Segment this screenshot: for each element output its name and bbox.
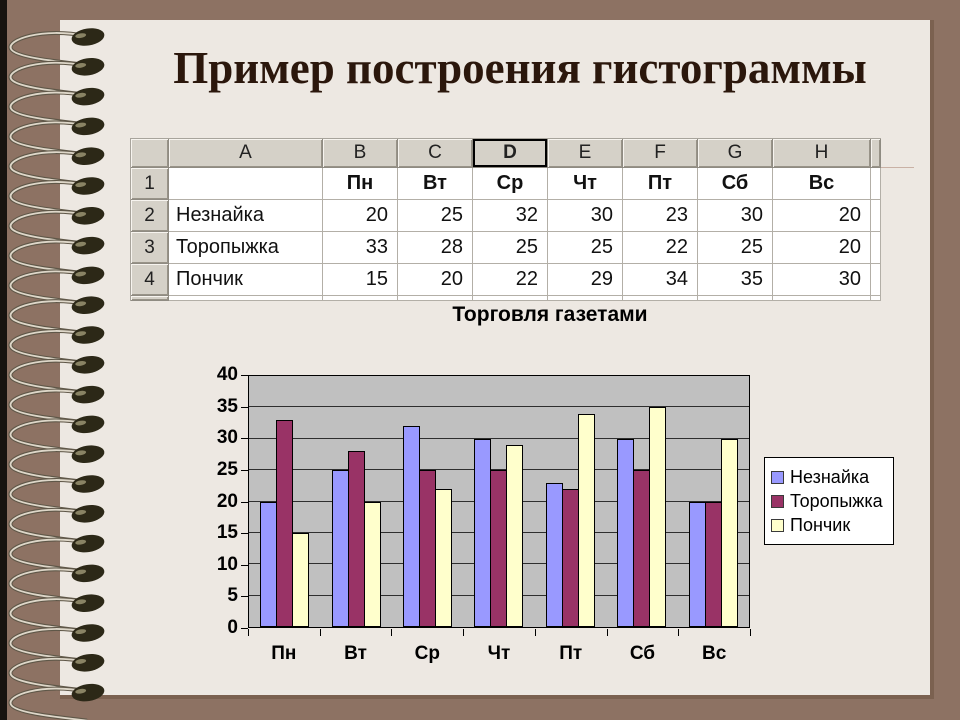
- bar-Пончик-Ср[interactable]: [435, 489, 452, 627]
- y-axis-label-5: 5: [227, 585, 238, 607]
- bar-group-Вт: [320, 376, 391, 627]
- chart-legend: [764, 457, 894, 545]
- row-header-1[interactable]: 1: [131, 168, 169, 200]
- bar-Пончик-Чт[interactable]: [506, 445, 523, 627]
- cell-name-row1[interactable]: [169, 168, 323, 200]
- column-header-E[interactable]: E: [548, 139, 623, 168]
- bar-Пончик-Вт[interactable]: [364, 502, 381, 628]
- cell-r4c4[interactable]: 22: [473, 264, 548, 296]
- column-header-A[interactable]: A: [169, 139, 323, 168]
- cell-sliver: [871, 264, 881, 296]
- bar-group-Чт: [463, 376, 534, 627]
- bottom-sliver: [398, 296, 473, 301]
- cell-r2c6[interactable]: 23: [623, 200, 698, 232]
- x-axis-label-Вс: Вс: [701, 643, 727, 664]
- x-axis-label-Ср: Ср: [414, 643, 440, 664]
- column-header-F[interactable]: F: [623, 139, 698, 168]
- cell-r4c8[interactable]: 30: [773, 264, 871, 296]
- row-header-2[interactable]: 2: [131, 200, 169, 232]
- cell-r1c7[interactable]: Сб: [698, 168, 773, 200]
- cell-r1c3[interactable]: Вт: [398, 168, 473, 200]
- cell-r3c7[interactable]: 25: [698, 232, 773, 264]
- column-header-sliver: [871, 139, 881, 168]
- bar-Пончик-Сб[interactable]: [649, 407, 666, 627]
- bar-Торопыжка-Чт[interactable]: [490, 470, 507, 627]
- legend-item-Пончик: [771, 515, 887, 536]
- bar-Пончик-Пн[interactable]: [292, 533, 309, 627]
- cell-r3c4[interactable]: 25: [473, 232, 548, 264]
- bar-Торопыжка-Вс[interactable]: [705, 502, 722, 628]
- bar-Торопыжка-Пт[interactable]: [562, 489, 579, 627]
- cell-r1c4[interactable]: Ср: [473, 168, 548, 200]
- bar-Торопыжка-Ср[interactable]: [419, 470, 436, 627]
- spreadsheet-table: [130, 138, 881, 301]
- bottom-sliver: [871, 296, 881, 301]
- cell-r2c7[interactable]: 30: [698, 200, 773, 232]
- bottom-sliver: [473, 296, 548, 301]
- legend-swatch-icon: [771, 471, 784, 484]
- chart-title: Торговля газетами: [452, 303, 648, 326]
- bar-Торопыжка-Сб[interactable]: [633, 470, 650, 627]
- bar-Незнайка-Вс[interactable]: [689, 502, 706, 628]
- bar-group-Пн: [249, 376, 320, 627]
- bottom-sliver: [698, 296, 773, 301]
- row-header-3[interactable]: 3: [131, 232, 169, 264]
- cell-name-row4[interactable]: Пончик: [169, 264, 323, 296]
- column-header-H[interactable]: H: [773, 139, 871, 168]
- legend-item-Торопыжка: [771, 491, 887, 512]
- legend-label: Незнайка: [790, 466, 870, 487]
- cell-r2c5[interactable]: 30: [548, 200, 623, 232]
- x-axis-label-Вт: Вт: [344, 643, 367, 664]
- bar-Незнайка-Пн[interactable]: [260, 502, 277, 628]
- cell-r1c5[interactable]: Чт: [548, 168, 623, 200]
- bottom-sliver: [131, 296, 169, 301]
- legend-label: Торопыжка: [790, 490, 883, 511]
- column-header-D[interactable]: D: [473, 139, 548, 168]
- bar-group-Вс: [678, 376, 749, 627]
- cell-r1c8[interactable]: Вс: [773, 168, 871, 200]
- column-header-C[interactable]: C: [398, 139, 473, 168]
- x-axis-label-Пт: Пт: [559, 643, 583, 664]
- bar-Торопыжка-Вт[interactable]: [348, 451, 365, 627]
- bar-group-Сб: [606, 376, 677, 627]
- cell-r2c3[interactable]: 25: [398, 200, 473, 232]
- bar-Незнайка-Вт[interactable]: [332, 470, 349, 627]
- cell-sliver: [871, 232, 881, 264]
- x-axis-label-Пн: Пн: [271, 643, 297, 664]
- binder-edge: [0, 0, 7, 720]
- cell-r4c2[interactable]: 15: [323, 264, 398, 296]
- cell-r2c4[interactable]: 32: [473, 200, 548, 232]
- cell-r3c3[interactable]: 28: [398, 232, 473, 264]
- column-header-B[interactable]: B: [323, 139, 398, 168]
- legend-label: Пончик: [790, 514, 851, 535]
- cell-r3c5[interactable]: 25: [548, 232, 623, 264]
- cell-r1c6[interactable]: Пт: [623, 168, 698, 200]
- cell-name-row3[interactable]: Торопыжка: [169, 232, 323, 264]
- slide-title: Пример построения гистограммы: [173, 43, 867, 93]
- y-axis-label-25: 25: [216, 458, 238, 480]
- cell-r4c5[interactable]: 29: [548, 264, 623, 296]
- cell-r2c8[interactable]: 20: [773, 200, 871, 232]
- bottom-sliver: [323, 296, 398, 301]
- bar-group-Пт: [535, 376, 606, 627]
- cell-r2c2[interactable]: 20: [323, 200, 398, 232]
- column-header-G[interactable]: G: [698, 139, 773, 168]
- x-axis-label-Сб: Сб: [629, 643, 656, 664]
- legend-swatch-icon: [771, 495, 784, 508]
- cell-r3c2[interactable]: 33: [323, 232, 398, 264]
- bottom-sliver: [169, 296, 323, 301]
- bar-Незнайка-Сб[interactable]: [617, 439, 634, 627]
- divider-line: [880, 167, 914, 168]
- x-axis-label-Чт: Чт: [487, 643, 511, 664]
- cell-sliver: [871, 168, 881, 200]
- legend-swatch-icon: [771, 519, 784, 532]
- y-axis-label-15: 15: [216, 522, 238, 544]
- bar-Незнайка-Ср[interactable]: [403, 426, 420, 627]
- y-axis-label-35: 35: [216, 395, 238, 417]
- bar-group-Ср: [392, 376, 463, 627]
- bar-Пончик-Вс[interactable]: [721, 439, 738, 627]
- y-axis-label-30: 30: [216, 427, 238, 449]
- cell-r3c6[interactable]: 22: [623, 232, 698, 264]
- bar-Пончик-Пт[interactable]: [578, 414, 595, 627]
- bottom-sliver: [623, 296, 698, 301]
- cell-r1c2[interactable]: Пн: [323, 168, 398, 200]
- cell-r4c7[interactable]: 35: [698, 264, 773, 296]
- cell-r4c6[interactable]: 34: [623, 264, 698, 296]
- cell-name-row2[interactable]: Незнайка: [169, 200, 323, 232]
- bottom-sliver: [548, 296, 623, 301]
- bar-Незнайка-Пт[interactable]: [546, 483, 563, 627]
- y-axis-label-0: 0: [227, 617, 238, 638]
- cell-r4c3[interactable]: 20: [398, 264, 473, 296]
- bar-Торопыжка-Пн[interactable]: [276, 420, 293, 627]
- cell-sliver: [871, 200, 881, 232]
- legend-item-Незнайка: [771, 467, 887, 488]
- chart-plot-area: [248, 375, 750, 628]
- corner-cell[interactable]: [131, 139, 169, 168]
- y-axis-label-40: 40: [216, 364, 238, 385]
- bar-Незнайка-Чт[interactable]: [474, 439, 491, 627]
- y-axis-label-10: 10: [216, 553, 238, 575]
- cell-r3c8[interactable]: 20: [773, 232, 871, 264]
- row-header-4[interactable]: 4: [131, 264, 169, 296]
- y-axis-label-20: 20: [216, 490, 238, 512]
- bottom-sliver: [773, 296, 871, 301]
